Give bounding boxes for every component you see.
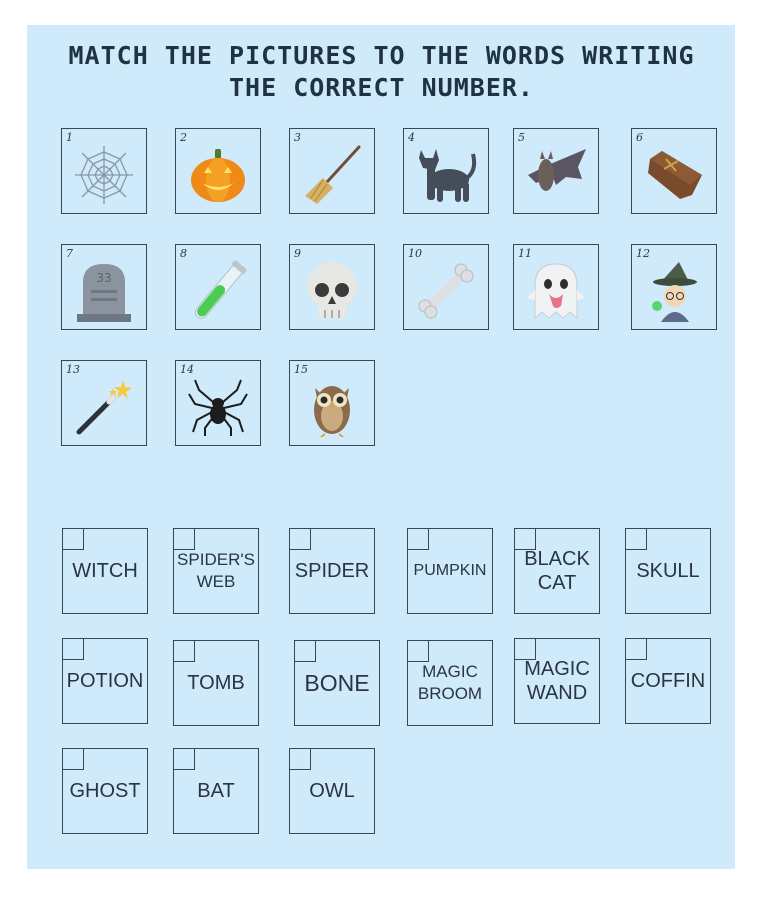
bat-icon [514, 143, 598, 207]
spider-icon [176, 375, 260, 439]
picture-number: 10 [408, 247, 422, 260]
word-label: WITCH [72, 560, 138, 582]
picture-number: 15 [294, 363, 308, 376]
ghost-icon [514, 259, 598, 323]
picture-box-3 [289, 128, 375, 214]
word-label: BONE [304, 670, 370, 696]
word-label: SPIDER'S WEB [177, 550, 255, 591]
owl-icon [290, 375, 374, 439]
picture-number: 14 [180, 363, 194, 376]
word-box-spider [289, 528, 375, 614]
word-label: GHOST [69, 780, 141, 802]
word-box-magic-wand [514, 638, 600, 724]
picture-number: 2 [180, 131, 187, 144]
word-label: OWL [309, 780, 355, 802]
word-label: MAGIC WAND [524, 658, 590, 704]
word-label: COFFIN [630, 670, 706, 692]
picture-box-2 [175, 128, 261, 214]
word-box-potion [62, 638, 148, 724]
picture-box-4 [403, 128, 489, 214]
bone-icon [404, 259, 488, 323]
picture-number: 9 [294, 247, 301, 260]
picture-number: 13 [66, 363, 80, 376]
word-box-bat [173, 748, 259, 834]
picture-number: 3 [294, 131, 301, 144]
potion-icon [176, 259, 260, 323]
witch-icon [632, 259, 716, 323]
pumpkin-icon [176, 143, 260, 207]
picture-box-12 [631, 244, 717, 330]
picture-box-13 [61, 360, 147, 446]
picture-number: 7 [66, 247, 73, 260]
picture-box-7 [61, 244, 147, 330]
tomb-icon [62, 259, 146, 323]
magic-wand-icon [62, 375, 146, 439]
black-cat-icon [404, 143, 488, 207]
word-label: PUMPKIN [413, 562, 487, 579]
picture-box-1 [61, 128, 147, 214]
picture-number: 4 [408, 131, 415, 144]
word-box-bone [294, 640, 380, 726]
word-box-skull [625, 528, 711, 614]
picture-number: 1 [66, 131, 73, 144]
picture-box-15 [289, 360, 375, 446]
word-label: SKULL [636, 560, 700, 582]
broom-icon [290, 143, 374, 207]
picture-box-9 [289, 244, 375, 330]
picture-box-14 [175, 360, 261, 446]
word-box-coffin [625, 638, 711, 724]
word-label: SPIDER [294, 560, 370, 582]
picture-number: 5 [518, 131, 525, 144]
picture-number: 8 [180, 247, 187, 260]
word-label: MAGIC BROOM [417, 662, 483, 703]
word-label: BAT [197, 780, 235, 802]
word-box-magic-broom [407, 640, 493, 726]
word-box-tomb [173, 640, 259, 726]
tomb-number: 33 [96, 271, 112, 285]
picture-box-10 [403, 244, 489, 330]
title-line-1: MATCH THE PICTURES TO THE WORDS WRITING [68, 41, 695, 70]
picture-box-5 [513, 128, 599, 214]
word-box-ghost [62, 748, 148, 834]
word-label: TOMB [187, 672, 245, 694]
word-box-witch [62, 528, 148, 614]
word-label: POTION [66, 670, 144, 692]
spider-web-icon [62, 143, 146, 207]
picture-box-11 [513, 244, 599, 330]
title-line-2: THE CORRECT NUMBER. [229, 73, 534, 102]
word-label: BLACK CAT [524, 548, 590, 594]
picture-box-8 [175, 244, 261, 330]
coffin-icon [632, 143, 716, 207]
word-box-spiders-web [173, 528, 259, 614]
word-box-owl [289, 748, 375, 834]
picture-number: 6 [636, 131, 643, 144]
picture-number: 12 [636, 247, 650, 260]
word-box-pumpkin [407, 528, 493, 614]
word-box-black-cat [514, 528, 600, 614]
picture-box-6 [631, 128, 717, 214]
page-title [0, 40, 763, 104]
skull-icon [290, 259, 374, 323]
picture-number: 11 [518, 247, 532, 260]
